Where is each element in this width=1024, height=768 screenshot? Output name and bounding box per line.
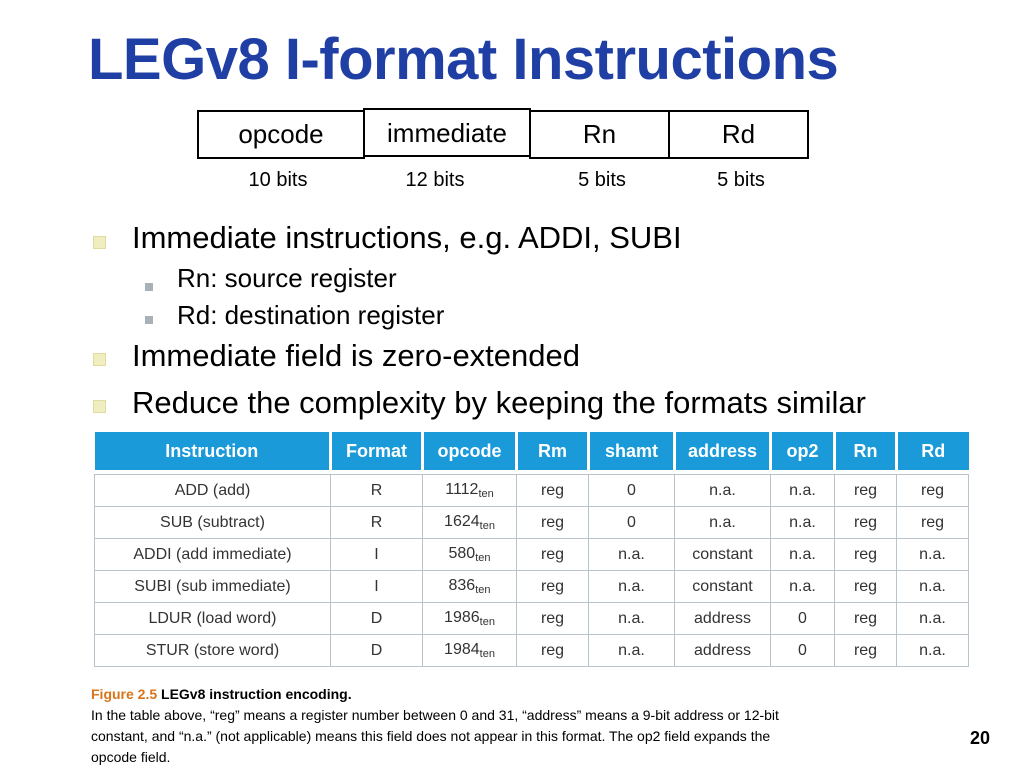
table-cell	[95, 539, 331, 571]
cell-value: 1112	[445, 481, 479, 498]
cell-value: 1986	[444, 609, 480, 626]
format-bits-rd: 5 bits	[717, 169, 765, 191]
cell-value: SUB (subtract)	[160, 513, 265, 531]
figure-title: LEGv8 instruction encoding.	[161, 686, 352, 702]
table-cell	[517, 507, 589, 539]
cell-value: I	[374, 577, 379, 595]
table-cell	[897, 635, 969, 667]
cell-value: SUBI (sub immediate)	[134, 577, 291, 595]
table-cell	[771, 539, 835, 571]
cell-value: address	[694, 641, 751, 659]
number-base-subscript: ten	[478, 488, 494, 500]
cell-value: I	[374, 545, 379, 563]
header-rn: Rn	[835, 432, 897, 470]
cell-value: 580	[448, 545, 476, 562]
table-cell	[95, 507, 331, 539]
cell-value: n.a.	[618, 609, 645, 627]
table-cell	[331, 571, 423, 603]
format-bits-immediate: 12 bits	[405, 169, 465, 191]
cell-value: n.a.	[789, 481, 816, 499]
format-field-rn: Rn	[529, 110, 670, 159]
table-cell	[589, 507, 675, 539]
bullet-marker	[93, 400, 106, 413]
table-cell	[835, 571, 897, 603]
table-cell	[589, 571, 675, 603]
table-row	[95, 603, 969, 635]
figure-caption-heading	[91, 684, 352, 704]
cell-value: n.a.	[919, 545, 946, 563]
cell-value: address	[694, 609, 751, 627]
table-cell	[517, 603, 589, 635]
table-cell	[675, 507, 771, 539]
table-row	[95, 635, 969, 667]
table-cell	[517, 475, 589, 507]
table-cell	[331, 603, 423, 635]
table-cell	[331, 539, 423, 571]
table-cell	[95, 475, 331, 507]
cell-value: n.a.	[919, 577, 946, 595]
table-row	[95, 507, 969, 539]
table-cell	[675, 635, 771, 667]
format-field-rd: Rd	[668, 110, 809, 159]
cell-value: 836	[448, 577, 476, 594]
header-opcode: opcode	[423, 432, 517, 470]
cell-value: 0	[627, 513, 636, 531]
table-cell	[517, 539, 589, 571]
table-cell	[331, 507, 423, 539]
table-cell	[423, 603, 517, 635]
sub-bullet-rd: Rd: destination register	[177, 300, 445, 330]
cell-value: reg	[540, 609, 565, 627]
table-cell	[95, 635, 331, 667]
cell-value: n.a.	[789, 513, 816, 531]
table-row	[95, 571, 969, 603]
table-cell	[675, 539, 771, 571]
sub-bullet-marker	[145, 283, 153, 291]
cell-value: n.a.	[919, 641, 946, 659]
figure-label: Figure 2.5	[91, 686, 158, 702]
table-cell	[675, 603, 771, 635]
cell-value: reg	[853, 545, 878, 563]
table-cell	[589, 603, 675, 635]
sub-bullet-rn: Rn: source register	[177, 263, 397, 293]
number-base-subscript: ten	[475, 552, 491, 564]
table-cell	[835, 603, 897, 635]
cell-value: reg	[540, 513, 565, 531]
cell-value: n.a.	[618, 577, 645, 595]
table-cell	[517, 571, 589, 603]
cell-value: 1624	[444, 513, 480, 530]
format-field-immediate: immediate	[363, 108, 531, 157]
table-cell	[589, 475, 675, 507]
cell-value: ADDI (add immediate)	[133, 545, 292, 563]
cell-value: LDUR (load word)	[148, 609, 277, 627]
bullet-marker	[93, 236, 106, 249]
cell-value: STUR (store word)	[145, 641, 280, 659]
cell-value: 1984	[444, 641, 480, 658]
cell-value: reg	[853, 481, 878, 499]
cell-value: 0	[627, 481, 636, 499]
cell-value: n.a.	[709, 481, 736, 499]
number-base-subscript: ten	[479, 648, 495, 660]
cell-value: reg	[540, 481, 565, 499]
cell-value: n.a.	[919, 609, 946, 627]
page-number: 20	[970, 728, 991, 748]
table-cell	[897, 603, 969, 635]
table-cell	[423, 635, 517, 667]
table-cell	[95, 571, 331, 603]
encoding-table	[94, 432, 968, 667]
cell-value: reg	[920, 481, 945, 499]
header-address: address	[675, 432, 771, 470]
format-bits-rn: 5 bits	[578, 169, 626, 191]
cell-value: reg	[540, 641, 565, 659]
cell-value: ADD (add)	[174, 481, 251, 499]
cell-value: reg	[853, 641, 878, 659]
number-base-subscript: ten	[475, 584, 491, 596]
table-cell	[517, 635, 589, 667]
header-shamt: shamt	[589, 432, 675, 470]
table-cell	[423, 539, 517, 571]
table-cell	[835, 475, 897, 507]
sub-bullet-marker	[145, 316, 153, 324]
table-cell	[589, 539, 675, 571]
table-cell	[331, 475, 423, 507]
bullet-reduce-complexity: Reduce the complexity by keeping the formats similar	[132, 385, 866, 420]
number-base-subscript: ten	[479, 520, 495, 532]
header-rm: Rm	[517, 432, 589, 470]
table-cell	[423, 571, 517, 603]
table-cell	[835, 635, 897, 667]
cell-value: D	[370, 641, 383, 659]
caption-line-1: In the table above, “reg” means a register number between 0 and 31, “address” means a 9-bit address or 12-bit	[91, 707, 779, 723]
table-header-row	[95, 432, 969, 470]
header-rd: Rd	[897, 432, 969, 470]
cell-value: reg	[920, 513, 945, 531]
table-cell	[771, 475, 835, 507]
header-format: Format	[331, 432, 423, 470]
number-base-subscript: ten	[479, 616, 495, 628]
bullet-zero-extended: Immediate field is zero-extended	[132, 338, 581, 373]
table-cell	[589, 635, 675, 667]
slide-title: LEGv8 I-format Instructions	[88, 27, 839, 92]
cell-value: n.a.	[618, 641, 645, 659]
table-row	[95, 539, 969, 571]
cell-value: n.a.	[789, 545, 816, 563]
table-cell	[771, 635, 835, 667]
cell-value: reg	[853, 609, 878, 627]
table-cell	[835, 507, 897, 539]
cell-value: reg	[540, 545, 565, 563]
table-cell	[897, 571, 969, 603]
table-cell	[897, 539, 969, 571]
cell-value: n.a.	[789, 577, 816, 595]
table-cell	[835, 539, 897, 571]
table-cell	[675, 475, 771, 507]
cell-value: R	[370, 513, 383, 531]
cell-value: 0	[798, 641, 807, 659]
table-cell	[771, 571, 835, 603]
cell-value: R	[370, 481, 383, 499]
header-op2: op2	[771, 432, 835, 470]
cell-value: reg	[853, 577, 878, 595]
cell-value: reg	[853, 513, 878, 531]
table-cell	[675, 571, 771, 603]
cell-value: n.a.	[709, 513, 736, 531]
table-cell	[897, 507, 969, 539]
table-cell	[771, 507, 835, 539]
caption-line-2: constant, and “n.a.” (not applicable) means this field does not appear in this format. The op2 field expands the	[91, 728, 771, 744]
table-cell	[95, 603, 331, 635]
caption-line-3: opcode field.	[91, 749, 171, 765]
table-cell	[331, 635, 423, 667]
cell-value: constant	[692, 577, 753, 595]
table-cell	[897, 475, 969, 507]
table-cell	[423, 507, 517, 539]
format-bits-opcode: 10 bits	[248, 169, 308, 191]
header-instruction: Instruction	[95, 432, 331, 470]
table-cell	[771, 603, 835, 635]
bullet-marker	[93, 353, 106, 366]
format-field-opcode: opcode	[197, 110, 365, 159]
bullet-immediate-instructions: Immediate instructions, e.g. ADDI, SUBI	[132, 220, 682, 255]
cell-value: constant	[692, 545, 753, 563]
cell-value: n.a.	[618, 545, 645, 563]
table-cell	[423, 475, 517, 507]
cell-value: D	[370, 609, 383, 627]
cell-value: reg	[540, 577, 565, 595]
table-row	[95, 475, 969, 507]
cell-value: 0	[798, 609, 807, 627]
